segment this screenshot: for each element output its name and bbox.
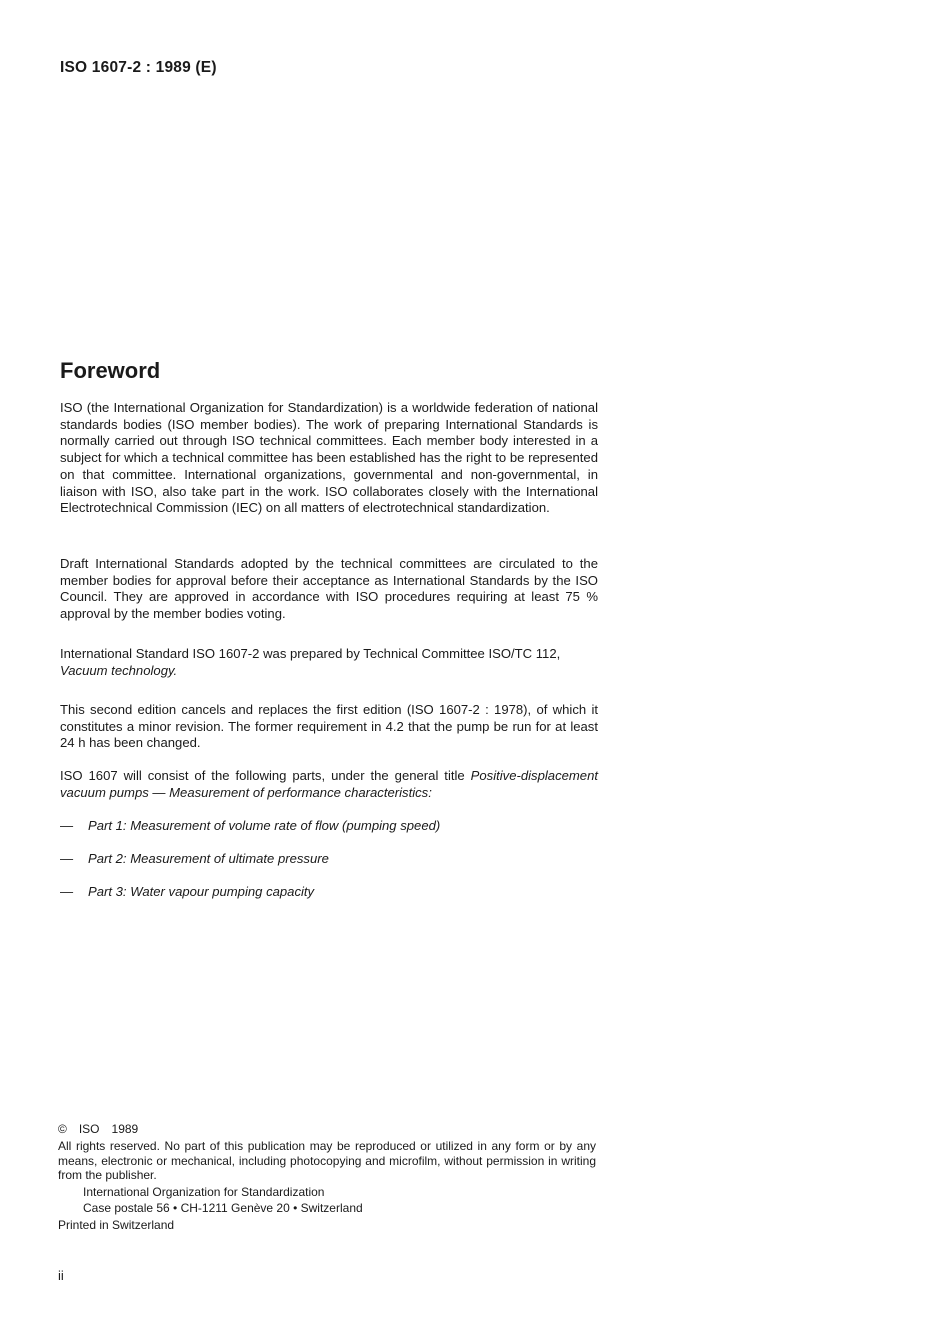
page-number: ii [58, 1268, 64, 1283]
foreword-paragraph-3 [60, 646, 598, 679]
list-item [60, 884, 314, 901]
copyright-notice [58, 1122, 138, 1136]
part-label: Part 1: Measurement of volume rate of flow (pumping speed) [88, 818, 441, 833]
copyright-icon: © [58, 1122, 67, 1136]
copyright-year: 1989 [111, 1122, 139, 1136]
part-label: Part 3: Water vapour pumping capacity [88, 884, 315, 899]
foreword-paragraph-1: ISO (the International Organization for Standardization) is a worldwide federation of national standards bodies (ISO member bodies). The work of preparing International Standards is normally carried out through ISO technical committees. Each member body interested in a subject for which a technical committee has been established has the right to be represented on that committee. International organizations, governmental and non-governmental, in liaison with ISO, also take part in the work. ISO collaborates closely with the International Electrotechnical Commission (IEC) on all matters of electrotechnical standardization. [60, 400, 598, 516]
document-header: ISO 1607-2 : 1989 (E) [60, 59, 217, 76]
list-item [60, 851, 329, 868]
foreword-paragraph-4: This second edition cancels and replaces the first edition (ISO 1607-2 : 1978), of which it constitutes a minor revision. The former requirement in 4.2 that the pump be run for at least 24 h has been changed. [60, 702, 598, 751]
list-dash: — [60, 818, 74, 833]
committee-title: Vacuum technology. [60, 662, 178, 678]
printed-in: Printed in Switzerland [58, 1218, 175, 1232]
foreword-title: Foreword [60, 358, 161, 383]
general-title: Positive-displacement vacuum pumps — Measurement of performance characteristics: [60, 768, 599, 800]
paragraph-3-text: International Standard ISO 1607-2 was prepared by Technical Committee ISO/TC 112, [60, 646, 561, 661]
list-item [60, 818, 440, 835]
paragraph-5-text: ISO 1607 will consist of the following parts, under the general title [60, 768, 465, 783]
publisher-name: International Organization for Standardization [83, 1185, 325, 1199]
rights-statement: All rights reserved. No part of this publication may be reproduced or utilized in any form or by any means, electronic or mechanical, including photocopying and microfilm, without permission in writing from the publisher. [58, 1139, 596, 1182]
foreword-paragraph-2: Draft International Standards adopted by the technical committees are circulated to the member bodies for approval before their acceptance as International Standards by the ISO Council. They are approved in accordance with ISO procedures requiring at least 75 % approval by the member bodies voting. [60, 556, 598, 622]
list-dash: — [60, 851, 74, 866]
publisher-address: Case postale 56 • CH-1211 Genève 20 • Switzerland [83, 1201, 363, 1215]
part-label: Part 2: Measurement of ultimate pressure [88, 851, 329, 866]
foreword-paragraph-5 [60, 768, 598, 801]
list-dash: — [60, 884, 74, 899]
copyright-org: ISO [78, 1122, 100, 1136]
